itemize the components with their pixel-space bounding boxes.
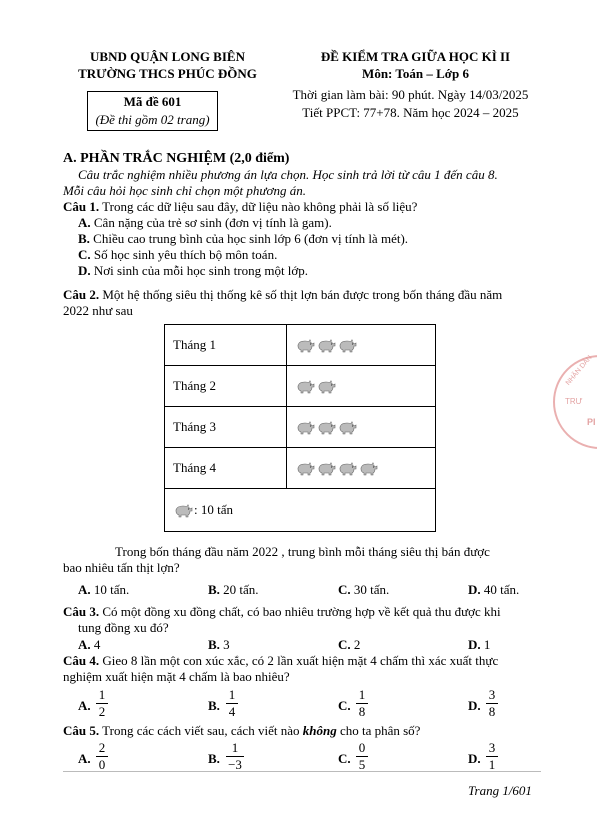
- q2-option-a: [78, 582, 129, 598]
- month-label: Tháng 3: [165, 407, 287, 448]
- q1-label: Câu 1.: [63, 199, 100, 214]
- pictogram-cell: [287, 448, 436, 489]
- subject: Môn: Toán – Lớp 6: [362, 66, 469, 81]
- q3-label: Câu 3.: [63, 604, 100, 619]
- q3-option-b: [208, 637, 230, 653]
- q5-text-post: cho ta phân số?: [339, 723, 421, 738]
- q2-b-letter: B.: [208, 582, 220, 597]
- q4-d-den: 8: [488, 704, 496, 719]
- q5-c-letter: C.: [338, 751, 351, 766]
- q3-a-text: 4: [93, 637, 101, 652]
- q3-b-letter: B.: [208, 637, 220, 652]
- q1-a-letter: A.: [78, 215, 91, 230]
- q1-a-text: Cân nặng của trẻ sơ sinh (đơn vị tính là gam).: [93, 215, 332, 230]
- pictogram-row: [165, 407, 436, 448]
- q2-label: Câu 2.: [63, 287, 100, 302]
- q5-option-d-fraction: [486, 741, 498, 772]
- q4-a-num: 1: [98, 687, 106, 702]
- pig-icon: [316, 462, 336, 476]
- q1-c-letter: C.: [78, 247, 91, 262]
- pictogram-cell: [287, 366, 436, 407]
- pictogram-row: [165, 448, 436, 489]
- pig-icon: [337, 462, 357, 476]
- q3-d-letter: D.: [468, 637, 481, 652]
- q5-b-num: 1: [231, 740, 239, 755]
- q1-option-c: [78, 247, 277, 263]
- q5-d-num: 3: [488, 740, 496, 755]
- stamp-text-top: NHÂN DÂN: [564, 354, 594, 387]
- q3-text2: tung đồng xu đó?: [78, 620, 169, 635]
- q3-text1: Có một đồng xu đồng chất, có bao nhiêu trường hợp về kết quả thu được khi: [102, 604, 501, 619]
- pig-icon: [173, 504, 193, 518]
- q4-d-num: 3: [488, 687, 496, 702]
- footer-divider: [63, 771, 541, 772]
- pig-icon: [295, 421, 315, 435]
- pig-icon: [295, 339, 315, 353]
- q2-b-text: 20 tấn.: [223, 582, 259, 597]
- q2-a-letter: A.: [78, 582, 91, 597]
- q4-text2: nghiệm xuất hiện mặt 4 chấm là bao nhiêu?: [63, 669, 290, 684]
- month-label: Tháng 2: [165, 366, 287, 407]
- q5-b-den: −3: [228, 757, 242, 772]
- section-a-instr1: Câu trắc nghiệm nhiều phương án lựa chọn. Học sinh trả lời từ câu 1 đến câu 8.: [78, 167, 498, 182]
- pictogram-row: [165, 325, 436, 366]
- q4-b-num: 1: [228, 687, 236, 702]
- q2-option-b: [208, 582, 259, 598]
- time-date: Thời gian làm bài: 90 phút. Ngày 14/03/2025: [292, 87, 529, 102]
- q2: [63, 287, 502, 303]
- q3-option-a: [78, 637, 100, 653]
- pig-icon: [316, 380, 336, 394]
- q3: [63, 604, 501, 620]
- q4: [63, 653, 498, 669]
- lesson-year: Tiết PPCT: 77+78. Năm học 2024 – 2025: [302, 105, 519, 120]
- month-label: Tháng 4: [165, 448, 287, 489]
- q5-a-letter: A.: [78, 751, 91, 766]
- exam-title: ĐỀ KIỂM TRA GIỮA HỌC KÌ II: [320, 49, 511, 64]
- stamp-text-mid: TRƯ: [565, 397, 583, 406]
- q3-c-letter: C.: [338, 637, 351, 652]
- pictogram-cell: [287, 407, 436, 448]
- q4-option-a-fraction: [96, 688, 108, 719]
- stamp-text-side: PI: [587, 417, 596, 427]
- q2-text2: 2022 như sau: [63, 303, 133, 318]
- q4-text1: Gieo 8 lần một con xúc xắc, có 2 lần xuất hiện mặt 4 chấm thì xác xuất thực: [102, 653, 499, 668]
- school-name: TRƯỜNG THCS PHÚC ĐỒNG: [78, 66, 257, 81]
- pictogram-table: [164, 324, 436, 532]
- month-label: Tháng 1: [165, 325, 287, 366]
- q5: [63, 723, 420, 739]
- q4-d-letter: D.: [468, 698, 481, 713]
- q2-option-c: [338, 582, 389, 598]
- q2-d-letter: D.: [468, 582, 481, 597]
- q2-text1: Một hệ thống siêu thị thống kê số thịt lợn bán được trong bốn tháng đầu năm: [102, 287, 503, 302]
- q4-c-letter: C.: [338, 698, 351, 713]
- q4-option-c-fraction: [356, 688, 368, 719]
- q2-d-text: 40 tấn.: [483, 582, 520, 597]
- q5-c-den: 5: [358, 757, 366, 772]
- q5-c-num: 0: [358, 740, 366, 755]
- q1-option-d: [78, 263, 308, 279]
- q4-a-den: 2: [98, 704, 106, 719]
- q4-c-num: 1: [358, 687, 366, 702]
- q4-label: Câu 4.: [63, 653, 100, 668]
- q5-text-emph: không: [302, 723, 337, 738]
- q2-c-text: 30 tấn.: [353, 582, 390, 597]
- pictogram-legend: [165, 489, 436, 532]
- school-stamp: [553, 355, 597, 449]
- q4-option-b-fraction: [226, 688, 238, 719]
- q1-c-text: Số học sinh yêu thích bộ môn toán.: [93, 247, 278, 262]
- q5-b-letter: B.: [208, 751, 220, 766]
- q1-d-text: Nơi sinh của mỗi học sinh trong một lớp.: [93, 263, 309, 278]
- pictogram-row: [165, 366, 436, 407]
- q1-text: Trong các dữ liệu sau đây, dữ liệu nào không phải là số liệu?: [102, 199, 418, 214]
- q1-d-letter: D.: [78, 263, 91, 278]
- q5-option-c-fraction: [356, 741, 368, 772]
- q5-d-letter: D.: [468, 751, 481, 766]
- section-a-instr2: Mỗi câu hỏi học sinh chỉ chọn một phương án.: [63, 183, 306, 198]
- q5-label: Câu 5.: [63, 723, 100, 738]
- q5-a-num: 2: [98, 740, 106, 755]
- section-a-title: A. PHẦN TRẮC NGHIỆM (2,0 điểm): [63, 151, 290, 166]
- pig-icon: [295, 462, 315, 476]
- pig-icon: [358, 462, 378, 476]
- pages-note: (Đề thi gồm 02 trang): [95, 112, 210, 127]
- q4-a-letter: A.: [78, 698, 91, 713]
- pig-icon: [316, 339, 336, 353]
- q2-a-text: 10 tấn.: [93, 582, 130, 597]
- q2-c-letter: C.: [338, 582, 351, 597]
- pig-icon: [337, 339, 357, 353]
- q2-question2: bao nhiêu tấn thịt lợn?: [63, 560, 180, 575]
- q3-c-text: 2: [353, 637, 361, 652]
- exam-code: Mã đề 601: [123, 94, 182, 109]
- q2-question1: Trong bốn tháng đầu năm 2022 , trung bình mỗi tháng siêu thị bán được: [115, 544, 490, 559]
- q5-a-den: 0: [98, 757, 106, 772]
- pictogram-cell: [287, 325, 436, 366]
- q5-option-b-fraction: [226, 741, 244, 772]
- q4-b-letter: B.: [208, 698, 220, 713]
- pig-icon: [337, 421, 357, 435]
- q3-d-text: 1: [483, 637, 491, 652]
- pig-icon: [295, 380, 315, 394]
- q3-option-c: [338, 637, 360, 653]
- q4-option-d-fraction: [486, 688, 498, 719]
- q3-a-letter: A.: [78, 637, 91, 652]
- q5-d-den: 1: [488, 757, 496, 772]
- q3-option-d: [468, 637, 490, 653]
- q4-b-den: 4: [228, 704, 236, 719]
- exam-code-box: [87, 91, 218, 131]
- q2-option-d: [468, 582, 519, 598]
- q1-option-a: [78, 215, 332, 231]
- pig-icon: [316, 421, 336, 435]
- q4-c-den: 8: [358, 704, 366, 719]
- q5-text-pre: Trong các cách viết sau, cách viết nào: [102, 723, 300, 738]
- q1-b-letter: B.: [78, 231, 90, 246]
- q5-option-a-fraction: [96, 741, 108, 772]
- page-number: Trang 1/601: [468, 783, 532, 798]
- q3-b-text: 3: [223, 637, 230, 652]
- q1-option-b: [78, 231, 408, 247]
- q1-b-text: Chiều cao trung bình của học sinh lớp 6 (đơn vị tính là mét).: [93, 231, 409, 246]
- q1: [63, 199, 417, 215]
- district-name: UBND QUẬN LONG BIÊN: [90, 49, 245, 64]
- legend-text: : 10 tấn: [194, 501, 233, 517]
